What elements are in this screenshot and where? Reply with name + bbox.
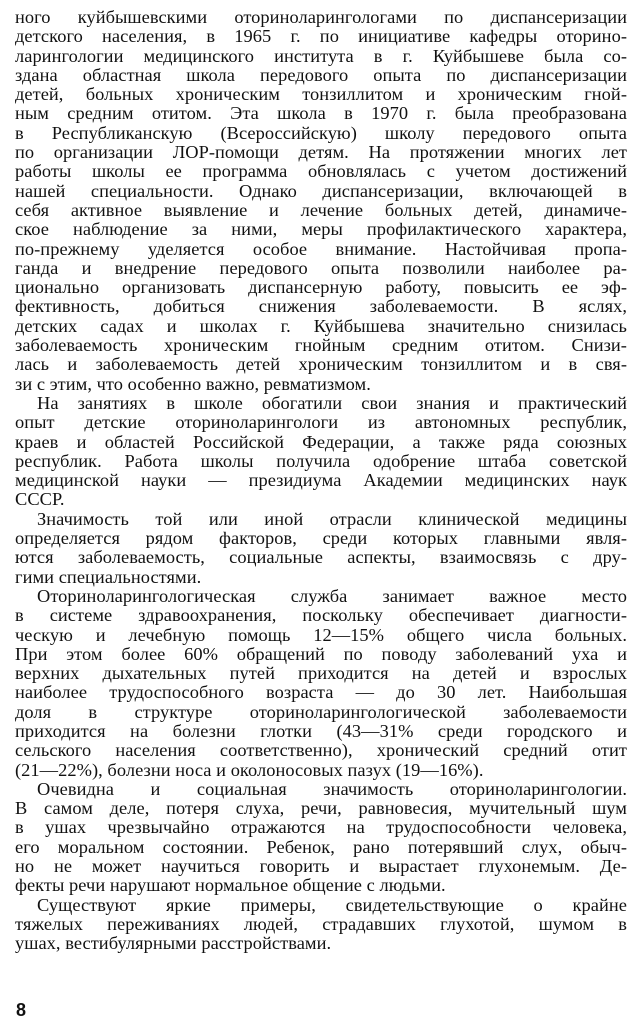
text-line: его моральном состоянии. Ребенок, рано потерявший слух, обыч-: [15, 836, 627, 857]
text-line: Оториноларингологическая служба занимает важное место: [37, 585, 627, 606]
text-line: детского населения, в 1965 г. по инициативе кафедры оторино-: [15, 26, 627, 47]
text-line: При этом более 60% обращений по поводу заболеваний уха и: [15, 643, 627, 664]
text-line: в системе здравоохранения, поскольку обеспечивает диагности-: [15, 605, 627, 626]
text-line: в ушах чрезвычайно отражаются на трудоспособности человека,: [15, 817, 627, 838]
text-line: нашей специальности. Однако диспансеризации, включающей в: [15, 180, 627, 201]
text-line: приходится на болезни глотки (43—31% среди городского и: [15, 720, 627, 741]
text-line: На занятиях в школе обогатили свои знания и практический: [37, 392, 627, 413]
page-body: [15, 8, 627, 954]
text-line: Очевидна и социальная значимость оториноларингологии.: [37, 778, 627, 799]
text-line: здана областная школа передового опыта по диспансеризации: [15, 64, 627, 85]
text-line: себя активное выявление и лечение больных детей, динамиче-: [15, 199, 627, 220]
text-line: доля в структуре оториноларингологической заболеваемости: [15, 701, 627, 722]
text-line: лась и заболеваемость детей хроническим тонзиллитом и в свя-: [15, 354, 627, 375]
paragraph-2: [15, 394, 627, 510]
text-line: СССР.: [15, 489, 65, 510]
text-line: фекты речи нарушают нормальное общение с людьми.: [15, 875, 446, 896]
text-line: зи с этим, что особенно важно, ревматизмом.: [15, 373, 371, 394]
text-line: сельского населения соответственно), хронический средний отит: [15, 740, 627, 761]
text-line: ются заболеваемость, социальные аспекты, взаимосвязь с дру-: [15, 547, 627, 568]
text-line: (21—22%), болезни носа и околоносовых пазух (19—16%).: [15, 759, 484, 780]
paragraph-1: [15, 8, 627, 394]
text-line: опыт детские оториноларингологи из автономных республик,: [15, 412, 627, 433]
text-line: медицинской науки — президиума Академии медицинских наук: [15, 470, 627, 491]
text-line: ларингологии медицинского института в г. Куйбышеве была со-: [15, 45, 627, 66]
text-line: фективность, добиться снижения заболеваемости. В яслях,: [15, 296, 627, 317]
paragraph-5: [15, 780, 627, 896]
text-line: ческую и лечебную помощь 12—15% общего числа больных.: [15, 624, 627, 645]
text-line: Существуют яркие примеры, свидетельствующие о крайне: [37, 894, 627, 915]
paragraph-6: [15, 896, 627, 954]
text-line: верхних дыхательных путей приходится на детей и взрослых: [15, 663, 627, 684]
paragraph-4: [15, 587, 627, 780]
text-line: ным средним отитом. Эта школа в 1970 г. была преобразована: [15, 103, 627, 124]
text-line: в Республиканскую (Всероссийскую) школу передового опыта: [15, 122, 627, 143]
text-line: по-прежнему уделяется особое внимание. Настойчивая пропа-: [15, 238, 627, 259]
text-line: но не может научиться говорить и вырастает глухонемым. Де-: [15, 856, 627, 877]
text-line: В самом деле, потеря слуха, речи, равновесия, мучительный шум: [15, 798, 627, 819]
text-line: республик. Работа школы получила одобрение штаба советской: [15, 450, 627, 471]
text-line: ного куйбышевскими оториноларингологами по диспансеризации: [15, 7, 627, 27]
text-line: гими специальностями.: [15, 566, 202, 587]
text-line: детских садах и школах г. Куйбышева значительно снизилась: [15, 315, 627, 336]
page-number: 8: [16, 1000, 27, 1020]
text-line: краев и областей Российской Федерации, а также ряда союзных: [15, 431, 627, 452]
text-line: ское наблюдение за ними, меры профилактического характера,: [15, 219, 627, 240]
text-line: ционально организовать диспансерную работу, повысить ее эф-: [15, 277, 627, 298]
text-line: тяжелых переживаниях людей, страдавших глухотой, шумом в: [15, 913, 627, 934]
text-line: ганда и внедрение передового опыта позволили наиболее ра-: [15, 257, 627, 278]
text-line: работы школы ее программа обновлялась с учетом достижений: [15, 161, 627, 182]
text-line: детей, больных хроническим тонзиллитом и хроническим гной-: [15, 84, 627, 105]
text-line: наиболее трудоспособного возраста — до 30 лет. Наибольшая: [15, 682, 627, 703]
text-line: Значимость той или иной отрасли клинической медицины: [37, 508, 627, 529]
text-line: заболеваемость хроническим гнойным средним отитом. Снизи-: [15, 335, 627, 356]
text-line: ушах, вестибулярными расстройствами.: [15, 933, 332, 954]
text-line: по организации ЛОР-помощи детям. На протяжении многих лет: [15, 142, 627, 163]
text-line: определяется рядом факторов, среди которых главными явля-: [15, 528, 627, 549]
paragraph-3: [15, 510, 627, 587]
